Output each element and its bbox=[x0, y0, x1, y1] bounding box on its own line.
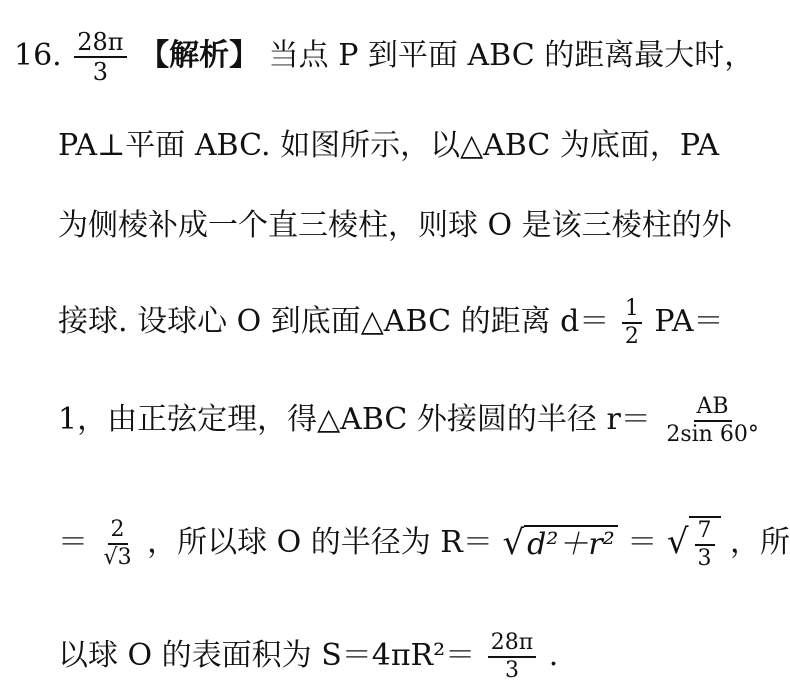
seven-thirds-fraction bbox=[695, 518, 715, 572]
analysis-tag: 【解析】 bbox=[139, 38, 260, 73]
answer-denominator: 3 bbox=[92, 58, 109, 86]
line6-eq: ＝ bbox=[58, 525, 88, 560]
seven-numerator: 7 bbox=[695, 518, 715, 546]
line6-eq2: ＝ bbox=[627, 525, 658, 560]
sqrt-seven-thirds bbox=[667, 516, 721, 572]
line7-suffix: . bbox=[548, 638, 559, 673]
radius-denominator: 2sin 60° bbox=[666, 422, 759, 447]
sqrt-fraction-under bbox=[689, 516, 721, 572]
half-numerator: 1 bbox=[622, 296, 642, 324]
sqrt-inner: d²＋r² bbox=[524, 525, 618, 563]
area-numerator: 28π bbox=[488, 630, 536, 658]
area-fraction bbox=[488, 630, 536, 684]
radical-sign-icon: √ bbox=[502, 523, 525, 563]
solution-line-6 bbox=[58, 516, 790, 572]
line4-suffix: PA＝ bbox=[654, 304, 724, 339]
radius-numerator: AB bbox=[694, 394, 732, 422]
three-denominator: 3 bbox=[697, 546, 712, 571]
root3-denominator: √3 bbox=[103, 545, 132, 570]
line6-suffix: ，所 bbox=[730, 525, 790, 560]
line3-text: 为侧棱补成一个直三棱柱，则球 O 是该三棱柱的外 bbox=[58, 208, 732, 243]
answer-fraction bbox=[74, 28, 126, 86]
line7-prefix: 以球 O 的表面积为 S＝4πR²＝ bbox=[58, 638, 476, 673]
line6-mid: ，所以球 O 的半径为 R＝ bbox=[147, 525, 493, 560]
line2-text: PA⊥平面 ABC. 如图所示，以△ABC 为底面，PA bbox=[58, 128, 719, 163]
radical-sign-icon: √ bbox=[666, 522, 689, 562]
problem-number: 16. bbox=[14, 38, 62, 73]
half-denominator: 2 bbox=[624, 324, 639, 349]
solution-line-2 bbox=[58, 128, 775, 164]
line1-text: 当点 P 到平面 ABC 的距离最大时， bbox=[268, 38, 755, 73]
line4-prefix: 接球. 设球心 O 到底面△ABC 的距离 d＝ bbox=[58, 304, 610, 339]
area-denominator: 3 bbox=[504, 658, 519, 683]
solution-line-1 bbox=[14, 28, 755, 86]
two-over-root3-fraction bbox=[101, 517, 135, 571]
solution-line-7 bbox=[58, 630, 775, 684]
answer-numerator: 28π bbox=[74, 28, 126, 58]
half-fraction bbox=[622, 296, 642, 350]
solution-line-3 bbox=[58, 208, 775, 244]
radius-fraction bbox=[663, 394, 761, 448]
two-numerator: 2 bbox=[108, 517, 128, 545]
solution-line-5 bbox=[58, 394, 775, 448]
line5-prefix: 1，由正弦定理，得△ABC 外接圆的半径 r＝ bbox=[58, 402, 651, 437]
solution-line-4 bbox=[58, 296, 775, 350]
sqrt-d2-r2 bbox=[502, 525, 617, 563]
